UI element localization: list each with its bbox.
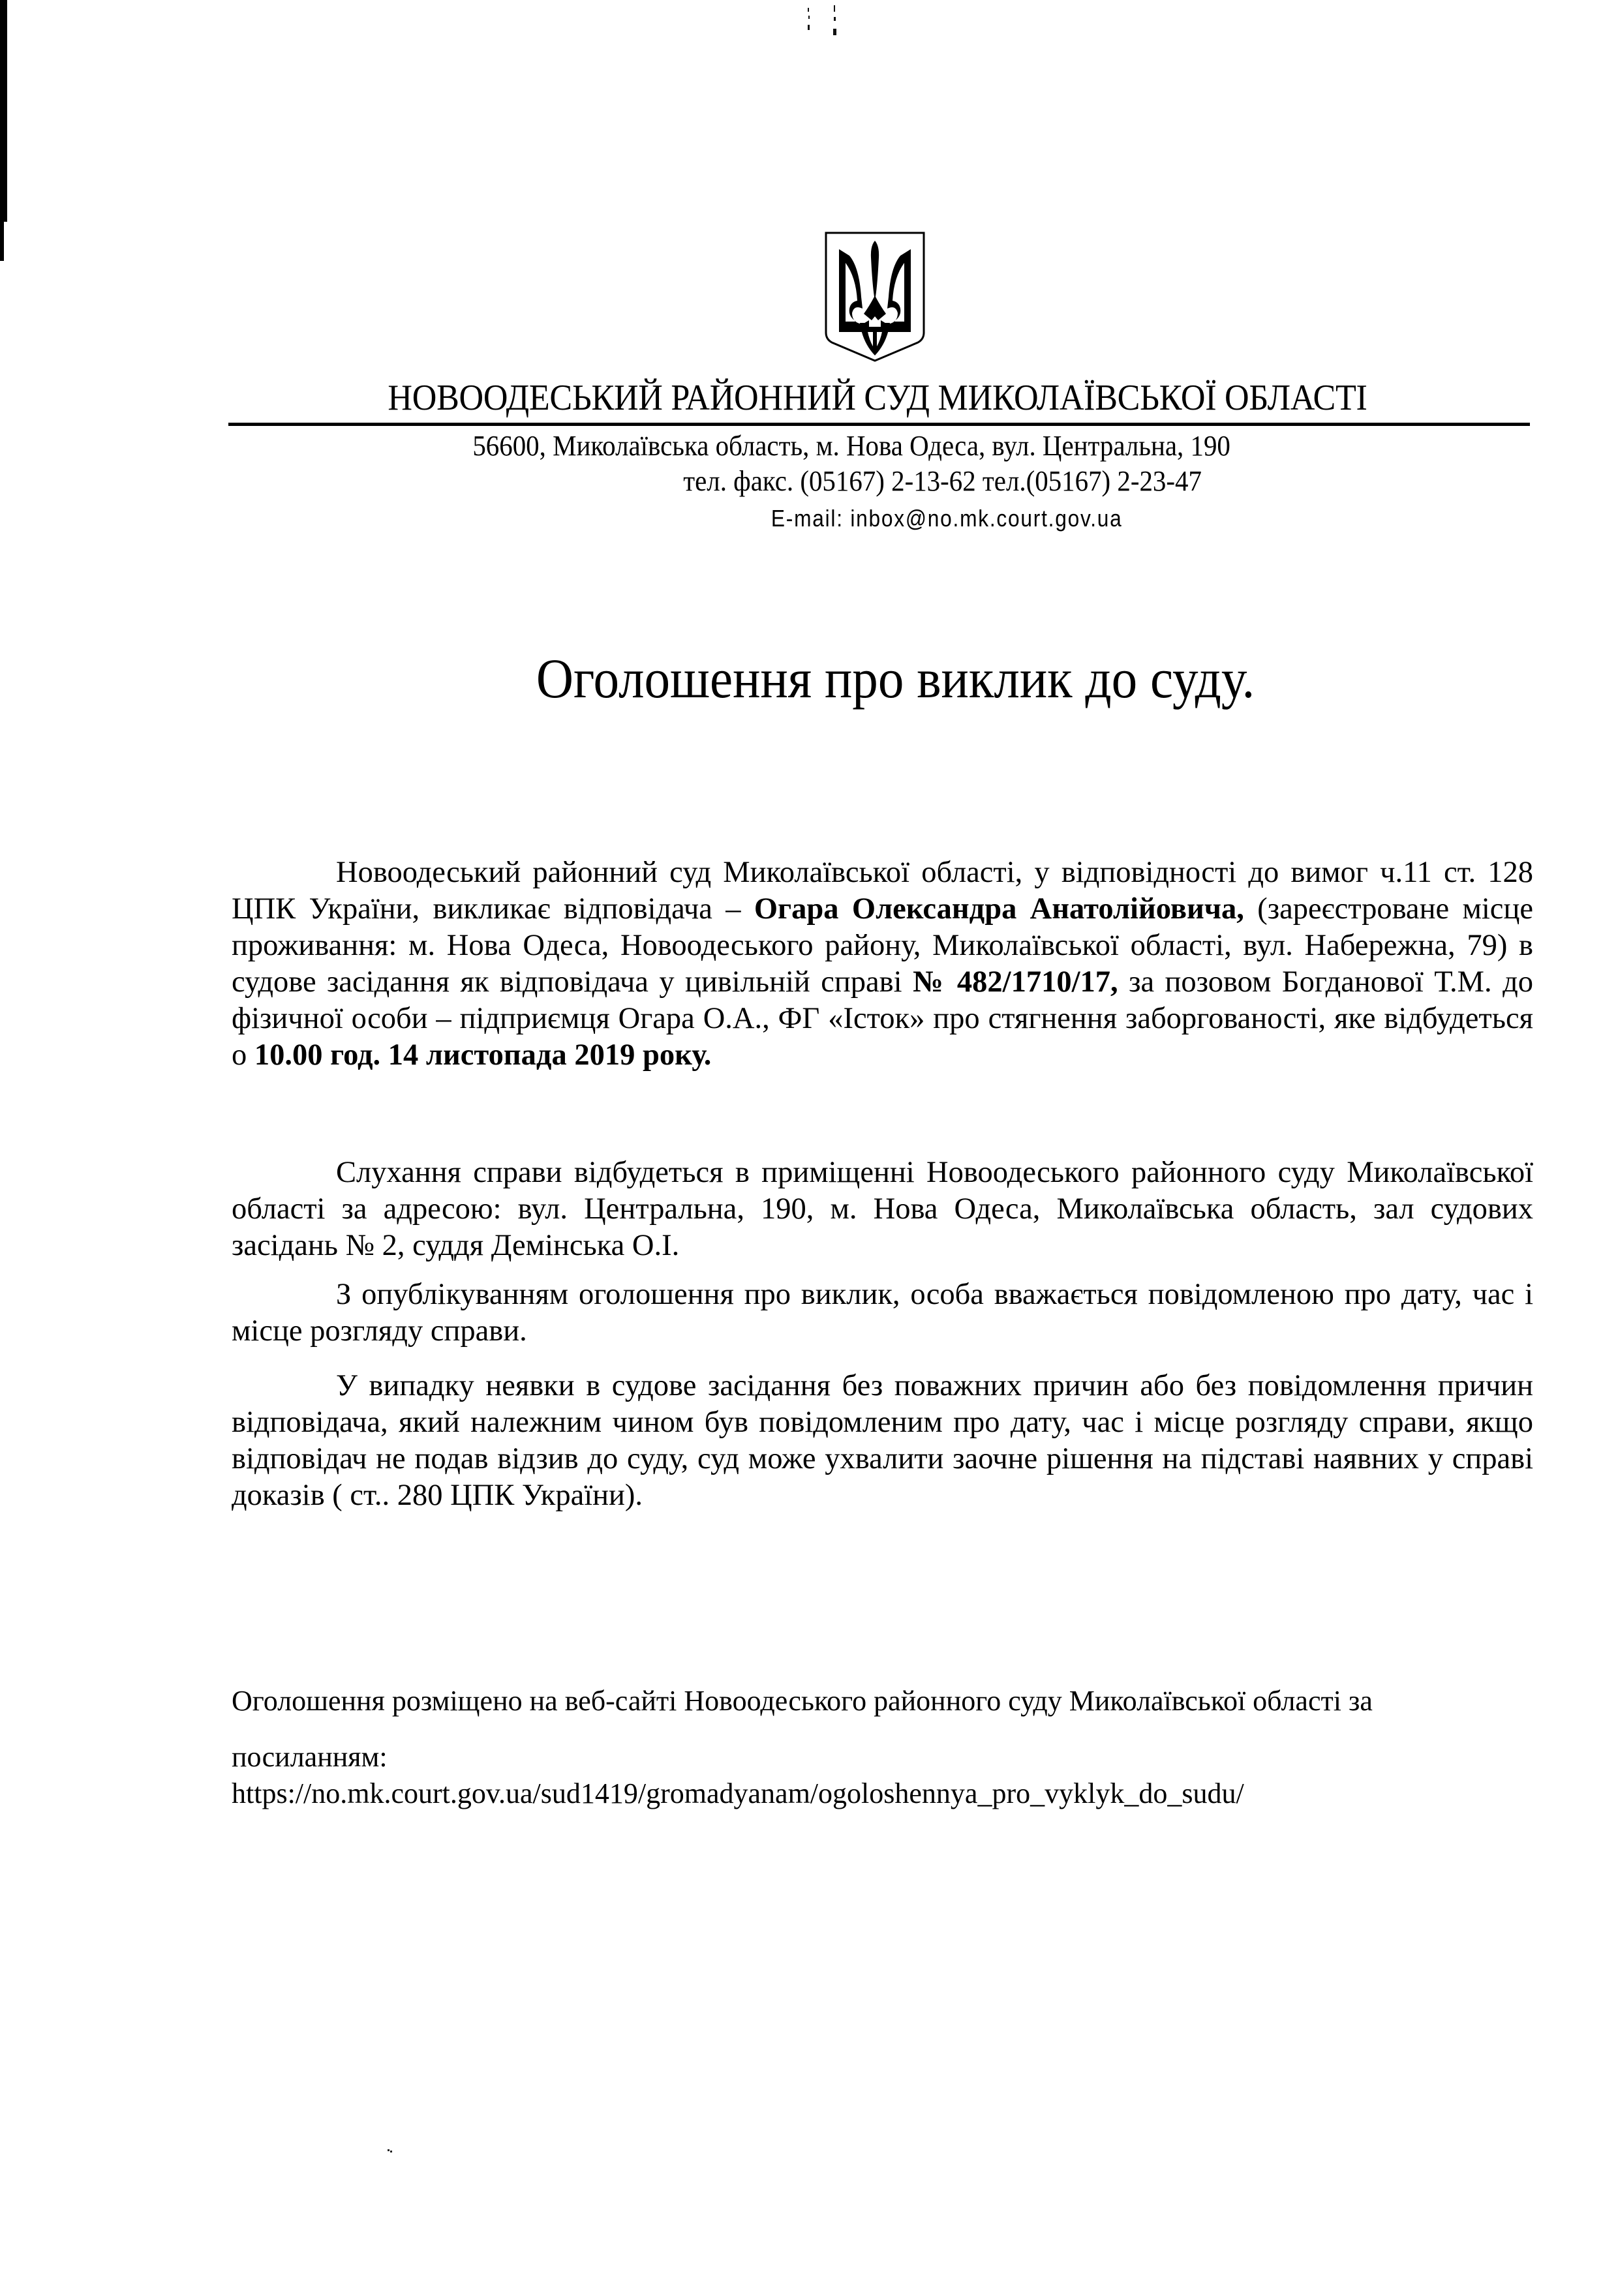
scan-punch-marks (804, 5, 843, 38)
email-label: E-mail: (771, 505, 844, 532)
court-phones: тел. факс. (05167) 2-13-62 тел.(05167) 2-23-47 (683, 465, 1202, 497)
notification-paragraph (232, 1276, 1533, 1350)
hearing-location-text: Слухання справи відбудеться в приміщенні Новоодеського районного суду Миколаївської області за адресою: вул. Центральна, 190, м. Нова Одеса, Миколаївська область, зал судових засідань № 2, суддя Демінська О.І. (232, 1156, 1533, 1262)
defendant-name: Огара Олександра Анатолійовича, (754, 892, 1244, 926)
case-number: № 482/1710/17, (912, 965, 1118, 999)
coat-of-arms-icon (823, 232, 926, 369)
claim-description: за позовом Богданової Т.М. до фізичної особи – підприємця Огара О.А., ФГ «Істок» про стягнення заборгованості, яке відбудеться о (232, 965, 1533, 1072)
scan-edge-shadow (0, 0, 7, 222)
default-judgment-text: У випадку неявки в судове засідання без поважних причин або без повідомлення причин відповідача, який належним чином був повідомленим про дату, час і місце розгляду справи, якщо відповідач не подав відзив до суду, суд може ухвалити заочне рішення на підставі наявних у справі доказів ( ст.. 280 ЦПК України). (232, 1369, 1533, 1512)
summons-intro: Новоодеський районний суд Миколаївської області, у відповідності до вимог ч.11 ст. 128 ЦПК України, викликає відповідача – (232, 856, 1533, 926)
notification-text: З опублікуванням оголошення про виклик, особа вважається повідомленою про дату, час і місце розгляду справи. (232, 1278, 1533, 1348)
court-address: 56600, Миколаївська область, м. Нова Одеса, вул. Центральна, 190 (472, 430, 1230, 462)
header-divider (228, 423, 1530, 426)
hearing-location-paragraph (232, 1155, 1533, 1264)
announcement-url-link[interactable]: https://no.mk.court.gov.ua/sud1419/gromadyanam/ogoloshennya_pro_vyklyk_do_sudu/ (232, 1777, 1244, 1809)
summons-paragraph (232, 854, 1533, 1074)
scan-speck (388, 2149, 393, 2153)
document-title: Оголошення про виклик до суду. (536, 647, 1255, 710)
court-email-link[interactable]: inbox@no.mk.court.gov.ua (850, 505, 1123, 532)
posted-note: Оголошення розміщено на веб-сайті Новоодеського районного суду Миколаївської області за посиланням: (232, 1685, 1373, 1773)
court-email-line (97, 501, 1521, 536)
defendant-address: (зареєстроване місце проживання: м. Нова Одеса, Новоодеського району, Миколаївської області, вул. Набережна, 79) в судове засідання як відповідача у цивільній справі (232, 892, 1533, 999)
court-name-heading: НОВООДЕСЬКИЙ РАЙОННИЙ СУД МИКОЛАЇВСЬКОЇ ОБЛАСТІ (388, 378, 1367, 418)
default-judgment-paragraph (232, 1368, 1533, 1514)
scan-edge-shadow (0, 222, 4, 261)
hearing-datetime: 10.00 год. 14 листопада 2019 року. (254, 1038, 712, 1072)
